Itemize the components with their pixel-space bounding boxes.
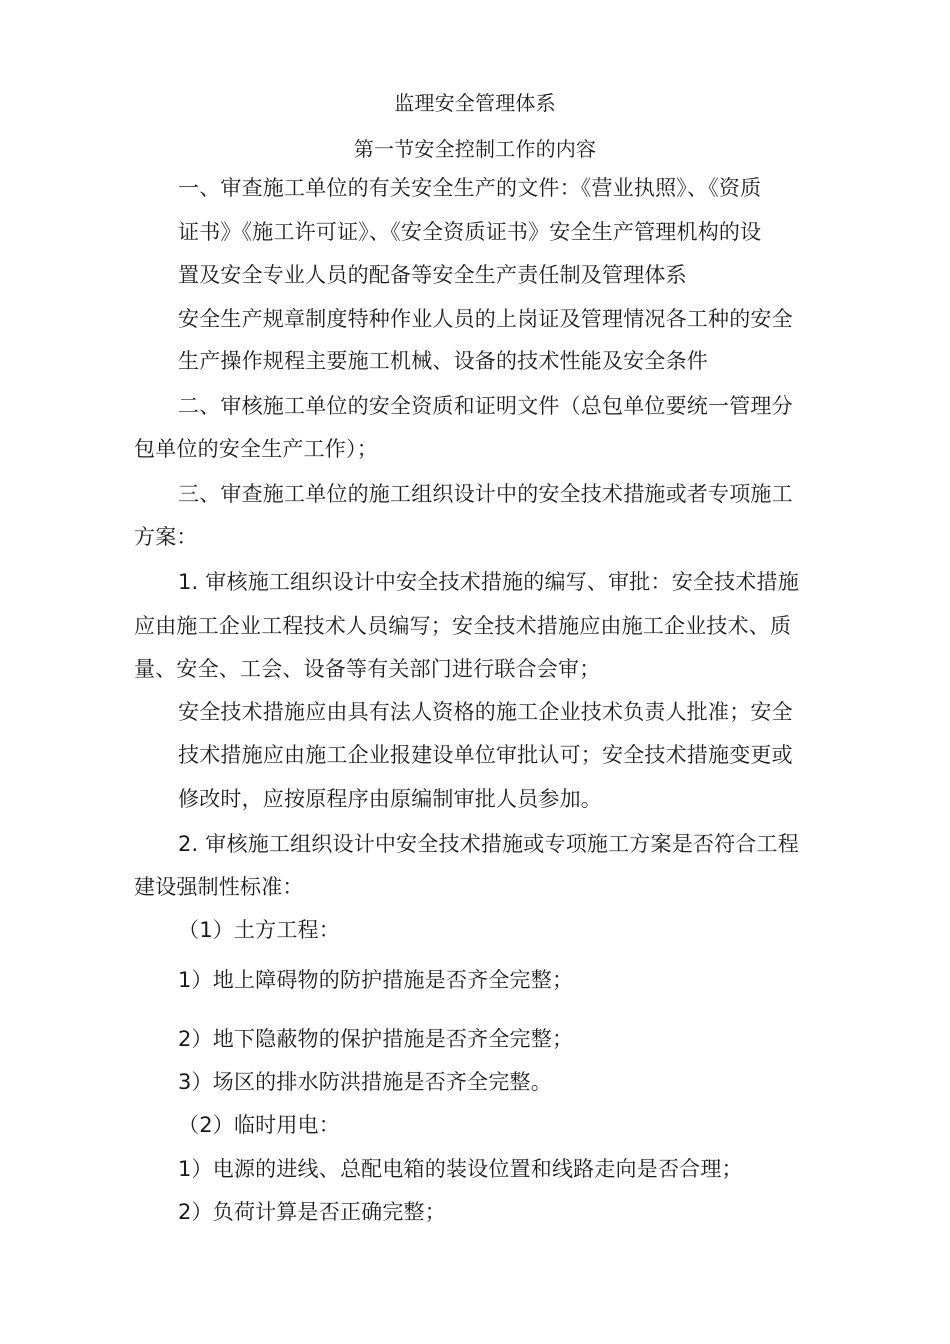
paragraph-line: 安全生产规章制度特种作业人员的上岗证及管理情况各工种的安全 — [178, 307, 793, 331]
paragraph-line: 量、安全、工会、设备等有关部门进行联合会审； — [134, 657, 601, 681]
section-heading: 第一节安全控制工作的内容 — [353, 137, 597, 161]
paragraph-line: 2. 审核施工组织设计中安全技术措施或专项施工方案是否符合工程 — [178, 832, 799, 856]
paragraph-line: 方案： — [134, 525, 198, 549]
paragraph-line: 2）负荷计算是否正确完整； — [178, 1200, 446, 1224]
paragraph-line: 2）地下隐蔽物的保护措施是否齐全完整； — [178, 1027, 574, 1051]
paragraph-line: 包单位的安全生产工作）； — [134, 437, 378, 461]
paragraph-line: 建设强制性标准： — [134, 875, 304, 899]
paragraph-line: （1）土方工程： — [178, 918, 340, 942]
paragraph-line: 安全技术措施应由具有法人资格的施工企业技术负责人批准；安全 — [178, 700, 793, 724]
document-title: 监理安全管理体系 — [394, 91, 556, 115]
paragraph-line: 一、审查施工单位的有关安全生产的文件：《营业执照》、《资质 — [178, 176, 762, 200]
paragraph-line: 修改时，应按原程序由原编制审批人员参加。 — [178, 787, 602, 811]
paragraph-line: 应由施工企业工程技术人员编写；安全技术措施应由施工企业技术、质 — [134, 614, 792, 638]
paragraph-line: 1. 审核施工组织设计中安全技术措施的编写、审批：安全技术措施 — [178, 570, 799, 594]
paragraph-line: 生产操作规程主要施工机械、设备的技术性能及安全条件 — [178, 349, 708, 373]
paragraph-line: （2）临时用电： — [178, 1113, 340, 1137]
paragraph-line: 二、审核施工单位的安全资质和证明文件（总包单位要统一管理分 — [178, 394, 793, 418]
paragraph-line: 置及安全专业人员的配备等安全生产责任制及管理体系 — [178, 263, 687, 287]
paragraph-line: 3）场区的排水防洪措施是否齐全完整。 — [178, 1070, 552, 1094]
paragraph-line: 证书》《施工许可证》、《安全资质证书》安全生产管理机构的设 — [178, 220, 762, 244]
paragraph-line: 1）地上障碍物的防护措施是否齐全完整； — [178, 968, 574, 992]
paragraph-line: 技术措施应由施工企业报建设单位审批认可；安全技术措施变更或 — [178, 743, 793, 767]
paragraph-line: 1）电源的进线、总配电箱的装设位置和线路走向是否合理； — [178, 1157, 743, 1181]
paragraph-line: 三、审查施工单位的施工组织设计中的安全技术措施或者专项施工 — [178, 482, 793, 506]
